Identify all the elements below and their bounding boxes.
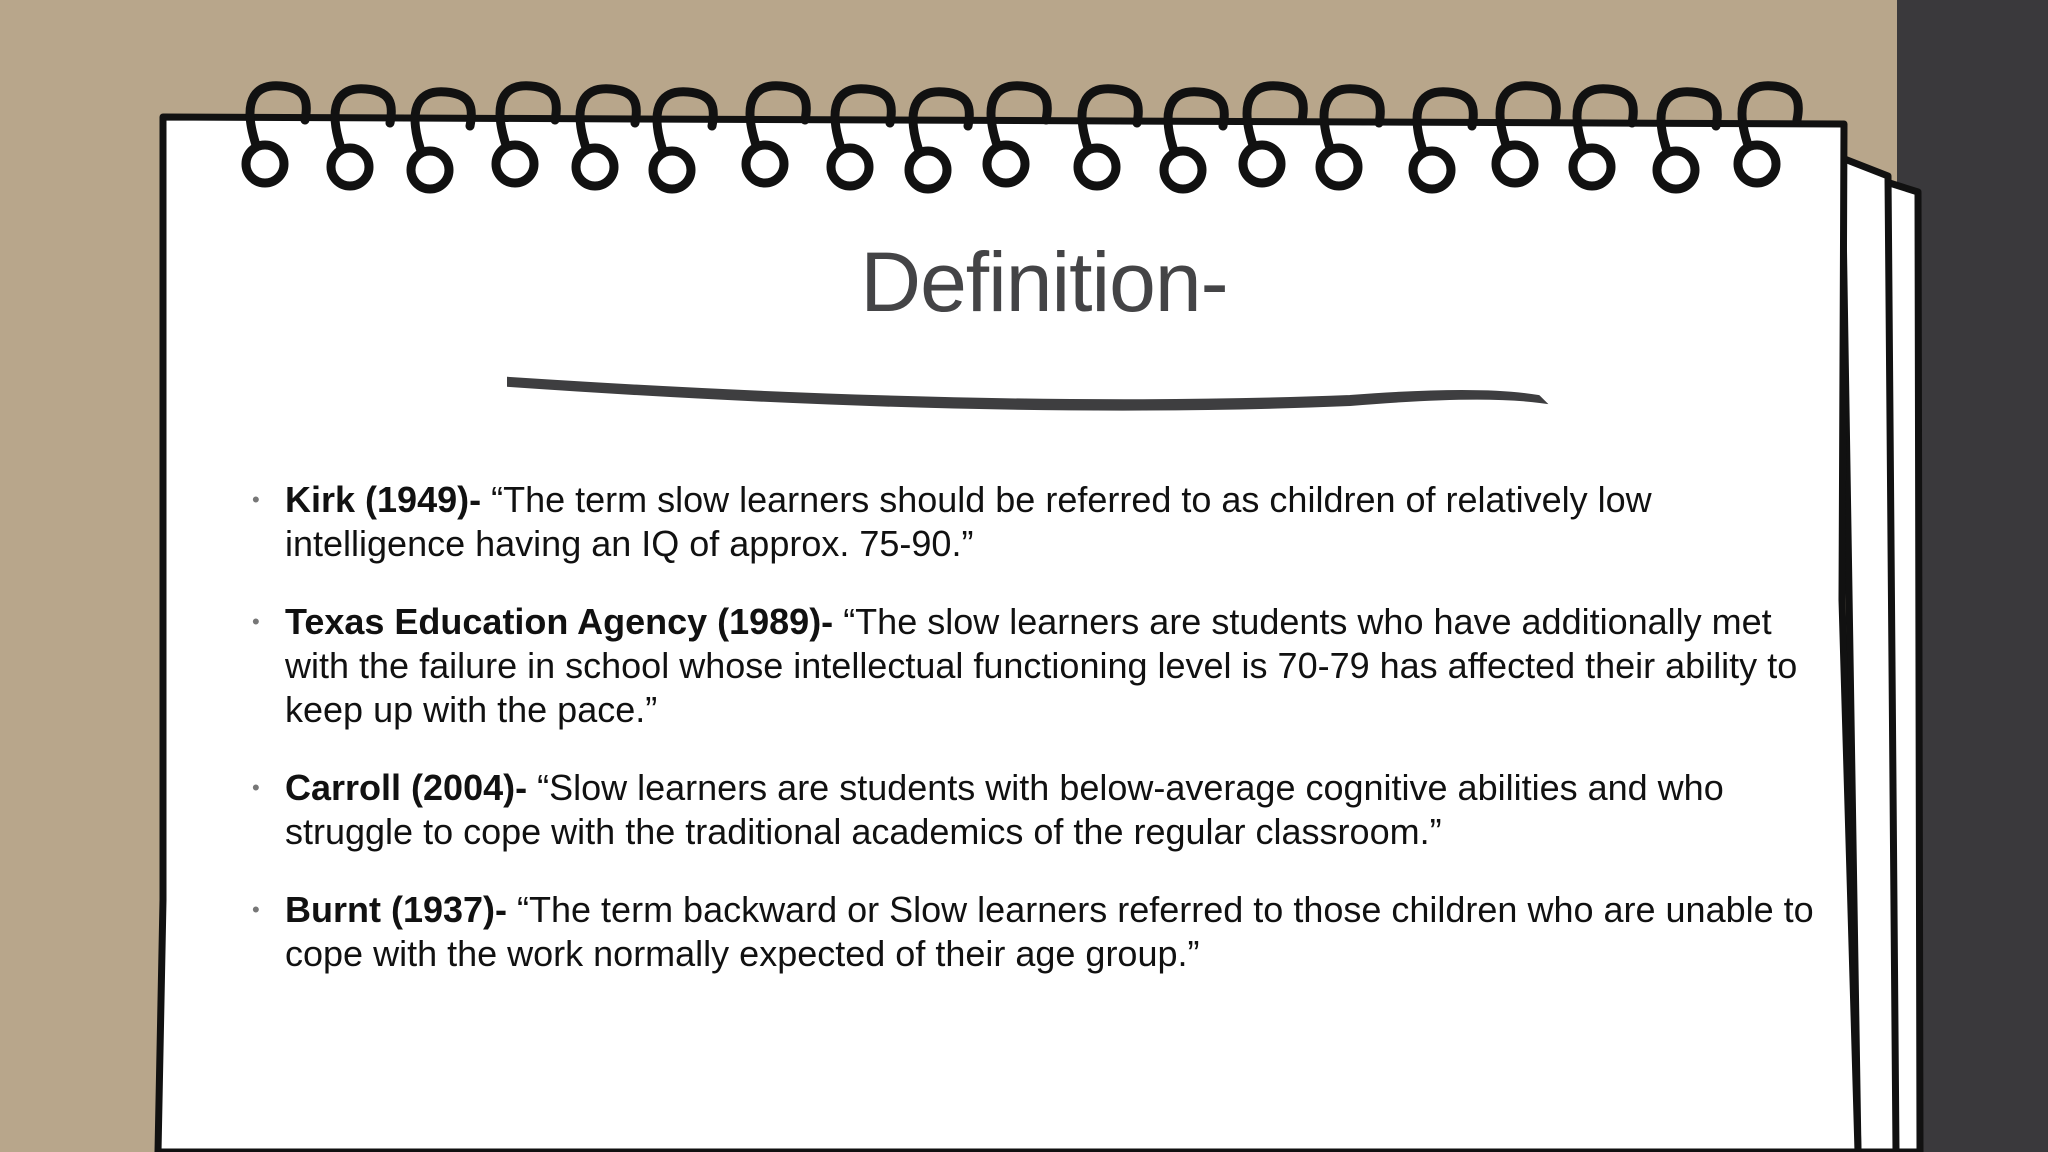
definition-item-texas: [250, 600, 1820, 732]
spiral-hole: [746, 145, 784, 183]
definition-author: Carroll (2004)-: [285, 767, 538, 808]
spiral-hole: [831, 148, 869, 186]
definition-quote: “Slow learners are students with below-average cognitive abilities and who struggle to cope with the traditional academics of the regular classroom.”: [285, 767, 1724, 852]
definition-item-carroll: [250, 766, 1820, 854]
slide-title: Definition-: [860, 235, 1228, 329]
spiral-hole: [1320, 148, 1358, 186]
spiral-hole: [246, 145, 284, 183]
spiral-hole: [909, 151, 947, 189]
definition-quote: “The slow learners are students who have additionally met with the failure in school whose intellectual functioning level is 70-79 has affected their ability to keep up with the pace.”: [285, 601, 1798, 730]
spiral-hole: [1573, 148, 1611, 186]
spiral-hole: [1738, 145, 1776, 183]
definition-item-kirk: [250, 478, 1820, 566]
spiral-hole: [653, 151, 691, 189]
spiral-hole: [1496, 145, 1534, 183]
spiral-hole: [1413, 151, 1451, 189]
definition-quote: “The term slow learners should be referred to as children of relatively low intelligence having an IQ of approx. 75-90.”: [285, 479, 1652, 564]
definition-author: Kirk (1949)-: [285, 479, 492, 520]
bullet-icon: •: [252, 897, 260, 922]
definition-author: Texas Education Agency (1989)-: [285, 601, 844, 642]
bullet-icon: •: [252, 775, 260, 800]
definitions-list: [250, 478, 1820, 1010]
spiral-hole: [331, 148, 369, 186]
spiral-hole: [1078, 148, 1116, 186]
spiral-hole: [496, 145, 534, 183]
spiral-hole: [1164, 151, 1202, 189]
spiral-hole: [987, 145, 1025, 183]
definition-author: Burnt (1937)-: [285, 889, 518, 930]
spiral-hole: [1657, 151, 1695, 189]
spiral-hole: [411, 151, 449, 189]
definition-item-burnt: [250, 888, 1820, 976]
spiral-hole: [576, 148, 614, 186]
bullet-icon: •: [252, 487, 260, 512]
spiral-hole: [1243, 145, 1281, 183]
definition-quote: “The term backward or Slow learners referred to those children who are unable to cope with the work normally expected of their age group.”: [285, 889, 1814, 974]
bullet-icon: •: [252, 609, 260, 634]
